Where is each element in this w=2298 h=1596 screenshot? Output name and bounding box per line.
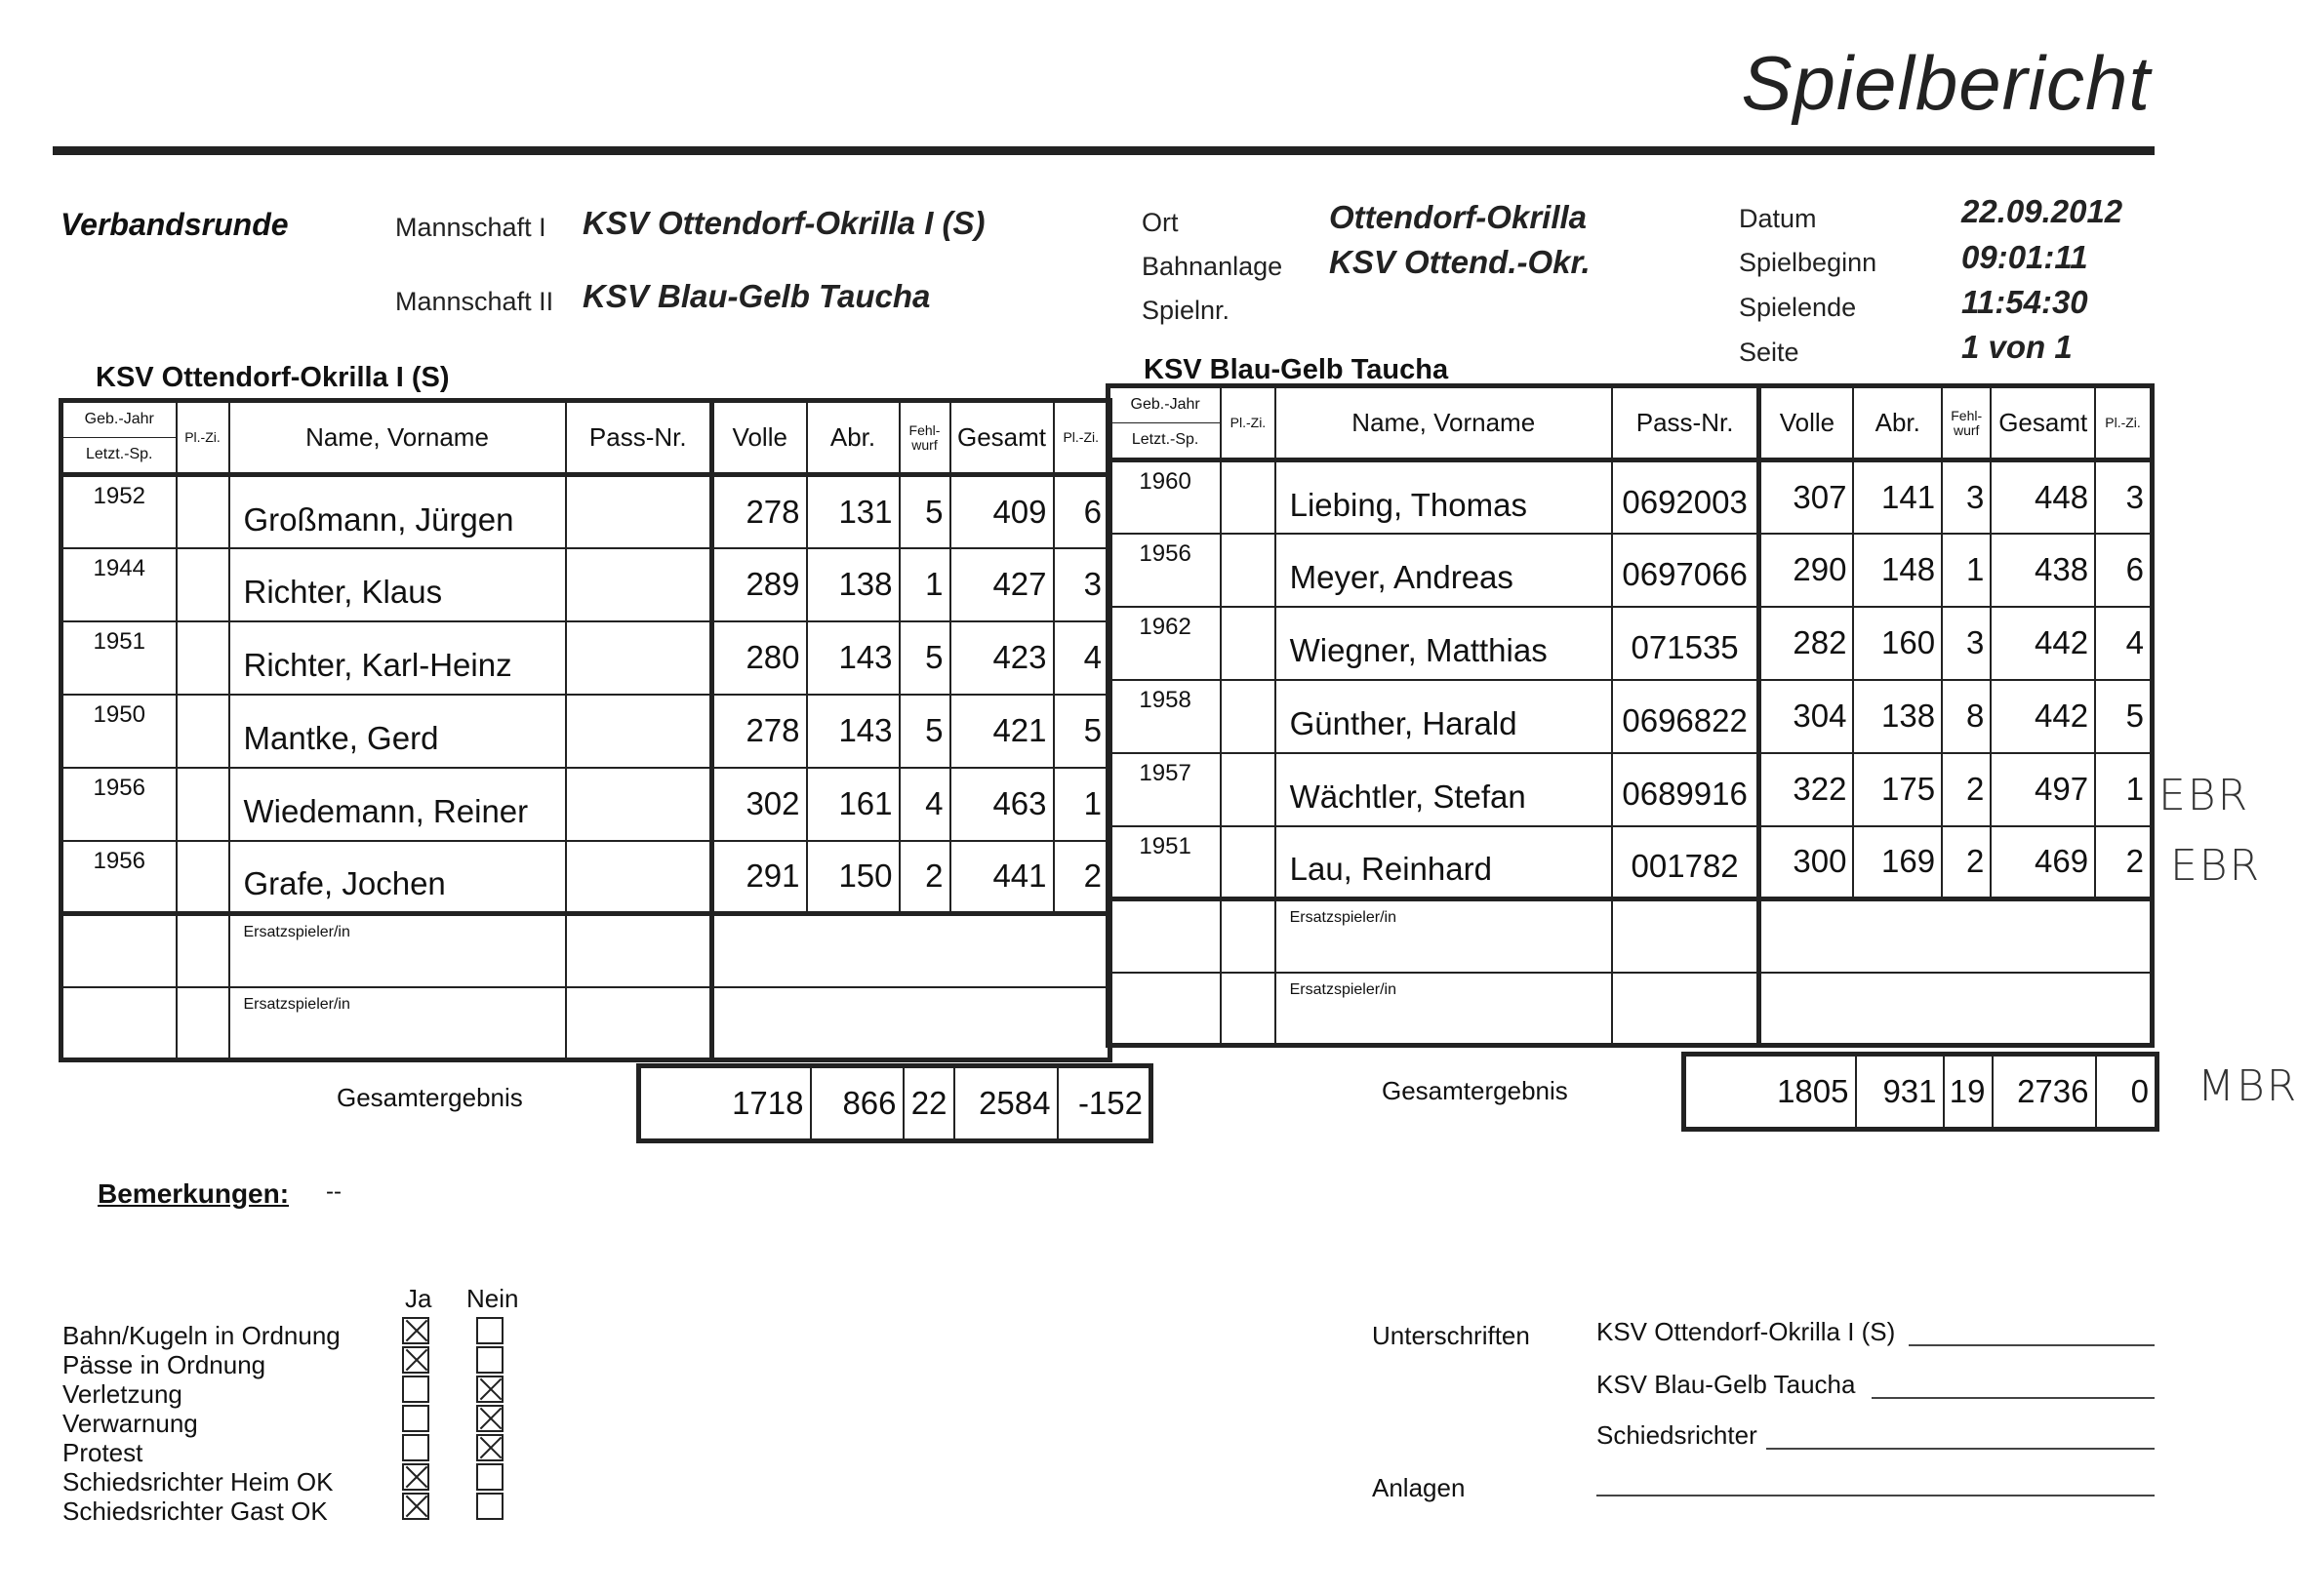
table-row: 1957 Wächtler, Stefan 0689916 322 175 2 497 1 <box>1109 753 2153 826</box>
checkbox-ja[interactable] <box>402 1346 429 1374</box>
checklist-ja-header: Ja <box>405 1284 432 1313</box>
checklist-item-label: Verwarnung <box>62 1409 198 1438</box>
col-letztsp: Letzt.-Sp. <box>61 438 177 475</box>
team2-total-label: Gesamtergebnis <box>1382 1076 1568 1105</box>
checkbox-nein[interactable] <box>476 1463 504 1491</box>
bahnanlage-value: KSV Ottend.-Okr. <box>1329 244 1591 280</box>
substitute-row: Ersatzspieler/in <box>61 914 1110 987</box>
checkbox-nein[interactable] <box>476 1376 504 1403</box>
signature-team1-label: KSV Ottendorf-Okrilla I (S) <box>1596 1317 1896 1346</box>
checkbox-ja[interactable] <box>402 1376 429 1403</box>
table-row: 1952 Großmann, Jürgen 278 131 5 409 6 <box>61 475 1110 548</box>
anlagen-line[interactable] <box>1596 1495 2155 1496</box>
col-pass: Pass-Nr. <box>566 401 712 475</box>
checklist-item-label: Schiedsrichter Gast OK <box>62 1496 328 1526</box>
remarks-value: -- <box>326 1178 342 1205</box>
table-row: 1956 Meyer, Andreas 0697066 290 148 1 438 6 <box>1109 534 2153 607</box>
team1-table-title: KSV Ottendorf-Okrilla I (S) <box>96 362 450 393</box>
datum-label: Datum <box>1739 204 1817 233</box>
bahnanlage-label: Bahnanlage <box>1142 252 1283 281</box>
checkbox-nein[interactable] <box>476 1317 504 1344</box>
seite-label: Seite <box>1739 338 1799 367</box>
col-fehlwurf: Fehl-wurf <box>900 401 950 475</box>
signature-team2-line[interactable] <box>1872 1397 2155 1399</box>
col-name: Name, Vorname <box>229 401 566 475</box>
checkbox-ja[interactable] <box>402 1434 429 1461</box>
team1-total: 1718 866 22 2584 -152 <box>636 1063 1153 1143</box>
table-row: 1951 Lau, Reinhard 001782 300 169 2 469 2 <box>1109 826 2153 899</box>
col-plzi2: Pl.-Zi. <box>2095 386 2152 460</box>
table-row: 1962 Wiegner, Matthias 071535 282 160 3 442 4 <box>1109 607 2153 680</box>
team1-total-label: Gesamtergebnis <box>337 1083 523 1112</box>
table-row: 1956 Grafe, Jochen 291 150 2 441 2 <box>61 841 1110 914</box>
page-title: Spielbericht <box>1741 40 2151 126</box>
spielnr-label: Spielnr. <box>1142 296 1230 325</box>
signature-referee-line[interactable] <box>1766 1448 2155 1450</box>
col-gesamt: Gesamt <box>1991 386 2095 460</box>
checkbox-ja[interactable] <box>402 1405 429 1432</box>
col-gesamt: Gesamt <box>950 401 1054 475</box>
checklist-nein-column <box>476 1317 504 1527</box>
handwritten-mark: EBR <box>2158 771 2250 820</box>
table-row: 1960 Liebing, Thomas 0692003 307 141 3 448 3 <box>1109 460 2153 534</box>
col-letztsp: Letzt.-Sp. <box>1109 423 1222 460</box>
checkbox-nein[interactable] <box>476 1493 504 1520</box>
checkbox-ja[interactable] <box>402 1493 429 1520</box>
table-row: 1950 Mantke, Gerd 278 143 5 421 5 <box>61 695 1110 768</box>
team2-table <box>1106 383 2155 1048</box>
team1-label: Mannschaft I <box>395 213 546 242</box>
substitute-row: Ersatzspieler/in <box>61 987 1110 1060</box>
col-abr: Abr. <box>1853 386 1942 460</box>
signature-team1-line[interactable] <box>1909 1344 2155 1346</box>
checklist-item-label: Verletzung <box>62 1379 182 1409</box>
table-row: 1944 Richter, Klaus 289 138 1 427 3 <box>61 548 1110 621</box>
checkbox-ja[interactable] <box>402 1317 429 1344</box>
signature-team2-label: KSV Blau-Gelb Taucha <box>1596 1370 1856 1399</box>
checklist-ja-column <box>402 1317 429 1527</box>
col-plzi: Pl.-Zi. <box>177 401 229 475</box>
col-plzi2: Pl.-Zi. <box>1054 401 1110 475</box>
col-gebjahr: Geb.-Jahr <box>61 401 177 438</box>
signature-referee-label: Schiedsrichter <box>1596 1420 1757 1450</box>
spielbeginn-label: Spielbeginn <box>1739 248 1877 277</box>
table-row: 1958 Günther, Harald 0696822 304 138 8 442 5 <box>1109 680 2153 753</box>
spielbeginn-value: 09:01:11 <box>1961 239 2088 275</box>
remarks-label: Bemerkungen: <box>98 1178 290 1209</box>
handwritten-mark: MBR <box>2197 1061 2298 1111</box>
checklist-item-label: Pässe in Ordnung <box>62 1350 266 1379</box>
datum-value: 22.09.2012 <box>1961 193 2123 229</box>
anlagen-label: Anlagen <box>1372 1473 1466 1502</box>
checklist-item-label: Bahn/Kugeln in Ordnung <box>62 1321 341 1350</box>
table-row: 1951 Richter, Karl-Heinz 280 143 5 423 4 <box>61 621 1110 695</box>
title-rule <box>53 146 2155 155</box>
checkbox-nein[interactable] <box>476 1434 504 1461</box>
col-volle: Volle <box>1759 386 1854 460</box>
seite-value: 1 von 1 <box>1961 329 2073 365</box>
checklist-item-label: Protest <box>62 1438 143 1467</box>
substitute-row: Ersatzspieler/in <box>1109 899 2153 973</box>
ort-value: Ottendorf-Okrilla <box>1329 199 1588 235</box>
team2-label: Mannschaft II <box>395 287 554 316</box>
checklist-nein-header: Nein <box>466 1284 519 1313</box>
team2-total: 1805 931 19 2736 0 <box>1681 1052 2159 1132</box>
col-name: Name, Vorname <box>1275 386 1612 460</box>
team1-value: KSV Ottendorf-Okrilla I (S) <box>583 205 986 241</box>
team1-table <box>59 398 1112 1062</box>
col-volle: Volle <box>712 401 807 475</box>
col-fehlwurf: Fehl-wurf <box>1942 386 1991 460</box>
spielende-value: 11:54:30 <box>1961 284 2088 320</box>
col-pass: Pass-Nr. <box>1612 386 1759 460</box>
spielende-label: Spielende <box>1739 293 1857 322</box>
ort-label: Ort <box>1142 208 1179 237</box>
checklist-item-label: Schiedsrichter Heim OK <box>62 1467 334 1496</box>
col-plzi: Pl.-Zi. <box>1221 386 1274 460</box>
team2-value: KSV Blau-Gelb Taucha <box>583 278 931 314</box>
team2-table-title: KSV Blau-Gelb Taucha <box>1144 354 1449 385</box>
table-row: 1956 Wiedemann, Reiner 302 161 4 463 1 <box>61 768 1110 841</box>
competition-type: Verbandsrunde <box>60 207 289 242</box>
checklist-labels <box>62 1321 375 1526</box>
col-abr: Abr. <box>807 401 900 475</box>
signatures-label: Unterschriften <box>1372 1321 1530 1350</box>
col-gebjahr: Geb.-Jahr <box>1109 386 1222 423</box>
checkbox-nein[interactable] <box>476 1405 504 1432</box>
handwritten-mark: EBR <box>2170 841 2262 891</box>
checkbox-ja[interactable] <box>402 1463 429 1491</box>
checkbox-nein[interactable] <box>476 1346 504 1374</box>
substitute-row: Ersatzspieler/in <box>1109 973 2153 1046</box>
